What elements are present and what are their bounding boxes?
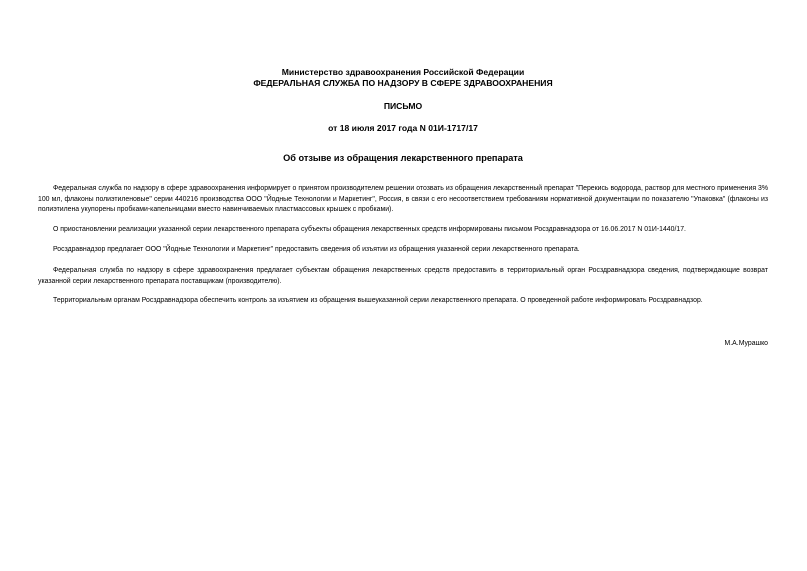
service-name: ФЕДЕРАЛЬНАЯ СЛУЖБА ПО НАДЗОРУ В СФЕРЕ ЗДРАВООХРАНЕНИЯ [253, 78, 553, 88]
document-subject: Об отзыве из обращения лекарственного препарата [283, 153, 523, 163]
signature: М.А.Мурашко [724, 340, 768, 347]
paragraph-3: Росздравнадзор предлагает ООО "Йодные Технологии и Маркетинг" предоставить сведения об изъятии из обращения указанной серии лекарственного препарата. [53, 246, 580, 253]
document-type: ПИСЬМО [383, 101, 423, 111]
paragraph-4: Федеральная служба по надзору в сфере здравоохранения предлагает субъектам обращения лекарственных средств предоставить в территориальный орган Росздравнадзора сведения, подтверждающие возврат указанной серии лекарственного препарата поставщикам (производителю). [38, 267, 768, 285]
paragraph-2: О приостановлении реализации указанной серии лекарственного препарата субъекты обращения лекарственных средств информированы письмом Росздравнадзора от 16.06.2017 N 01И-1440/17. [53, 226, 686, 233]
document-page [38, 0, 768, 571]
ministry-name: Министерство здравоохранения Российской Федерации [281, 67, 525, 77]
paragraph-1: Федеральная служба по надзору в сфере здравоохранения информирует о принятом производителем решении отозвать из обращения лекарственный препарат "Перекись водорода, раствор для местного применения 3% 100 мл, флаконы полиэтиленовые" серии 440216 производства ООО "Йодные Технологии и Маркетинг", Россия, в связи с его несоответствием требованиям нормативной документации по показателю "Упаковка" (флаконы из полиэтилена укупорены пробками-капельницами вместо навинчиваемых пластмассовых крышек с пробками). [38, 185, 768, 213]
document-date-number: от 18 июля 2017 года N 01И-1717/17 [328, 123, 478, 133]
paragraph-5: Территориальным органам Росздравнадзора обеспечить контроль за изъятием из обращения вышеуказанной серии лекарственного препарата. О проведенной работе информировать Росздравнадзор. [53, 297, 703, 304]
